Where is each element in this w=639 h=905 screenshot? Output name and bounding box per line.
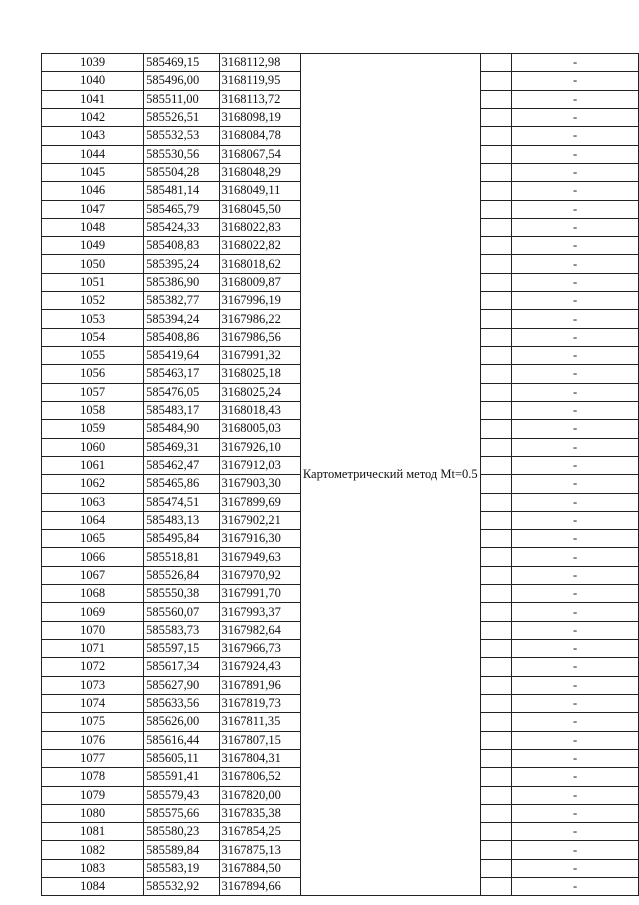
y-coordinate-cell: 3167819,73 [219,694,300,712]
x-coordinate-cell: 585589,84 [144,841,219,859]
x-coordinate-cell: 585465,79 [144,200,219,218]
note-cell: - [512,530,639,548]
y-coordinate-cell: 3167993,37 [219,603,300,621]
gap-cell [480,493,511,511]
point-number-cell: 1076 [42,731,144,749]
x-coordinate-cell: 585504,28 [144,163,219,181]
point-number-cell: 1062 [42,475,144,493]
x-coordinate-cell: 585530,56 [144,145,219,163]
x-coordinate-cell: 585424,33 [144,218,219,236]
x-coordinate-cell: 585483,17 [144,401,219,419]
y-coordinate-cell: 3167820,00 [219,786,300,804]
x-coordinate-cell: 585575,66 [144,804,219,822]
y-coordinate-cell: 3167982,64 [219,621,300,639]
note-cell: - [512,823,639,841]
point-number-cell: 1068 [42,585,144,603]
gap-cell [480,603,511,621]
y-coordinate-cell: 3167926,10 [219,438,300,456]
x-coordinate-cell: 585580,23 [144,823,219,841]
point-number-cell: 1082 [42,841,144,859]
x-coordinate-cell: 585465,86 [144,475,219,493]
note-cell: - [512,694,639,712]
x-coordinate-cell: 585382,77 [144,292,219,310]
y-coordinate-cell: 3167807,15 [219,731,300,749]
y-coordinate-cell: 3167894,66 [219,878,300,896]
point-number-cell: 1047 [42,200,144,218]
note-cell: - [512,585,639,603]
note-cell: - [512,383,639,401]
point-number-cell: 1064 [42,511,144,529]
gap-cell [480,420,511,438]
table-row [42,54,639,72]
x-coordinate-cell: 585627,90 [144,676,219,694]
y-coordinate-cell: 3167966,73 [219,640,300,658]
note-cell: - [512,182,639,200]
point-number-cell: 1071 [42,640,144,658]
x-coordinate-cell: 585591,41 [144,768,219,786]
point-number-cell: 1069 [42,603,144,621]
y-coordinate-cell: 3167806,52 [219,768,300,786]
note-cell: - [512,328,639,346]
y-coordinate-cell: 3168022,82 [219,237,300,255]
point-number-cell: 1078 [42,768,144,786]
note-cell: - [512,438,639,456]
gap-cell [480,347,511,365]
note-cell: - [512,603,639,621]
note-cell: - [512,511,639,529]
x-coordinate-cell: 585386,90 [144,273,219,291]
x-coordinate-cell: 585583,73 [144,621,219,639]
point-number-cell: 1044 [42,145,144,163]
note-cell: - [512,72,639,90]
note-cell: - [512,493,639,511]
note-cell: - [512,878,639,896]
point-number-cell: 1073 [42,676,144,694]
note-cell: - [512,475,639,493]
y-coordinate-cell: 3167986,56 [219,328,300,346]
y-coordinate-cell: 3168018,62 [219,255,300,273]
note-cell: - [512,347,639,365]
y-coordinate-cell: 3168025,18 [219,365,300,383]
y-coordinate-cell: 3167835,38 [219,804,300,822]
gap-cell [480,676,511,694]
x-coordinate-cell: 585605,11 [144,749,219,767]
gap-cell [480,90,511,108]
x-coordinate-cell: 585469,31 [144,438,219,456]
gap-cell [480,530,511,548]
point-number-cell: 1063 [42,493,144,511]
x-coordinate-cell: 585616,44 [144,731,219,749]
note-cell: - [512,713,639,731]
x-coordinate-cell: 585617,34 [144,658,219,676]
point-number-cell: 1059 [42,420,144,438]
x-coordinate-cell: 585419,64 [144,347,219,365]
y-coordinate-cell: 3167902,21 [219,511,300,529]
point-number-cell: 1042 [42,108,144,126]
x-coordinate-cell: 585526,51 [144,108,219,126]
x-coordinate-cell: 585583,19 [144,859,219,877]
y-coordinate-cell: 3167884,50 [219,859,300,877]
x-coordinate-cell: 585518,81 [144,548,219,566]
note-cell: - [512,108,639,126]
gap-cell [480,585,511,603]
note-cell: - [512,310,639,328]
gap-cell [480,54,511,72]
y-coordinate-cell: 3167903,30 [219,475,300,493]
gap-cell [480,841,511,859]
x-coordinate-cell: 585597,15 [144,640,219,658]
y-coordinate-cell: 3167991,70 [219,585,300,603]
note-cell: - [512,292,639,310]
y-coordinate-cell: 3167991,32 [219,347,300,365]
y-coordinate-cell: 3168005,03 [219,420,300,438]
x-coordinate-cell: 585408,83 [144,237,219,255]
point-number-cell: 1048 [42,218,144,236]
point-number-cell: 1060 [42,438,144,456]
x-coordinate-cell: 585550,38 [144,585,219,603]
point-number-cell: 1052 [42,292,144,310]
point-number-cell: 1083 [42,859,144,877]
gap-cell [480,127,511,145]
gap-cell [480,859,511,877]
x-coordinate-cell: 585633,56 [144,694,219,712]
note-cell: - [512,420,639,438]
y-coordinate-cell: 3168025,24 [219,383,300,401]
y-coordinate-cell: 3167986,22 [219,310,300,328]
y-coordinate-cell: 3167916,30 [219,530,300,548]
point-number-cell: 1072 [42,658,144,676]
x-coordinate-cell: 585532,53 [144,127,219,145]
gap-cell [480,163,511,181]
note-cell: - [512,127,639,145]
gap-cell [480,621,511,639]
point-number-cell: 1046 [42,182,144,200]
gap-cell [480,200,511,218]
y-coordinate-cell: 3167811,35 [219,713,300,731]
point-number-cell: 1051 [42,273,144,291]
gap-cell [480,438,511,456]
gap-cell [480,768,511,786]
y-coordinate-cell: 3168098,19 [219,108,300,126]
gap-cell [480,694,511,712]
gap-cell [480,878,511,896]
point-number-cell: 1070 [42,621,144,639]
point-number-cell: 1054 [42,328,144,346]
y-coordinate-cell: 3168048,29 [219,163,300,181]
gap-cell [480,658,511,676]
note-cell: - [512,218,639,236]
point-number-cell: 1041 [42,90,144,108]
note-cell: - [512,273,639,291]
point-number-cell: 1065 [42,530,144,548]
x-coordinate-cell: 585395,24 [144,255,219,273]
y-coordinate-cell: 3168113,72 [219,90,300,108]
gap-cell [480,786,511,804]
x-coordinate-cell: 585495,84 [144,530,219,548]
point-number-cell: 1081 [42,823,144,841]
point-number-cell: 1057 [42,383,144,401]
gap-cell [480,511,511,529]
gap-cell [480,804,511,822]
point-number-cell: 1080 [42,804,144,822]
point-number-cell: 1061 [42,456,144,474]
x-coordinate-cell: 585469,15 [144,54,219,72]
note-cell: - [512,566,639,584]
gap-cell [480,383,511,401]
gap-cell [480,731,511,749]
gap-cell [480,292,511,310]
y-coordinate-cell: 3167854,25 [219,823,300,841]
gap-cell [480,237,511,255]
gap-cell [480,72,511,90]
coordinates-table-body [42,54,639,896]
note-cell: - [512,804,639,822]
x-coordinate-cell: 585462,47 [144,456,219,474]
note-cell: - [512,640,639,658]
gap-cell [480,328,511,346]
note-cell: - [512,401,639,419]
note-cell: - [512,365,639,383]
x-coordinate-cell: 585511,00 [144,90,219,108]
note-cell: - [512,658,639,676]
note-cell: - [512,90,639,108]
x-coordinate-cell: 585496,00 [144,72,219,90]
x-coordinate-cell: 585476,05 [144,383,219,401]
gap-cell [480,749,511,767]
note-cell: - [512,841,639,859]
y-coordinate-cell: 3168045,50 [219,200,300,218]
x-coordinate-cell: 585560,07 [144,603,219,621]
y-coordinate-cell: 3168009,87 [219,273,300,291]
y-coordinate-cell: 3167875,13 [219,841,300,859]
note-cell: - [512,456,639,474]
y-coordinate-cell: 3168112,98 [219,54,300,72]
y-coordinate-cell: 3167912,03 [219,456,300,474]
note-cell: - [512,255,639,273]
x-coordinate-cell: 585481,14 [144,182,219,200]
point-number-cell: 1053 [42,310,144,328]
note-cell: - [512,237,639,255]
point-number-cell: 1058 [42,401,144,419]
note-cell: - [512,54,639,72]
x-coordinate-cell: 585463,17 [144,365,219,383]
point-number-cell: 1079 [42,786,144,804]
point-number-cell: 1066 [42,548,144,566]
note-cell: - [512,731,639,749]
x-coordinate-cell: 585484,90 [144,420,219,438]
y-coordinate-cell: 3168018,43 [219,401,300,419]
gap-cell [480,182,511,200]
gap-cell [480,823,511,841]
y-coordinate-cell: 3168049,11 [219,182,300,200]
note-cell: - [512,676,639,694]
y-coordinate-cell: 3167899,69 [219,493,300,511]
gap-cell [480,365,511,383]
gap-cell [480,401,511,419]
coordinates-table [41,53,639,896]
gap-cell [480,566,511,584]
gap-cell [480,713,511,731]
note-cell: - [512,749,639,767]
x-coordinate-cell: 585579,43 [144,786,219,804]
note-cell: - [512,786,639,804]
x-coordinate-cell: 585532,92 [144,878,219,896]
gap-cell [480,456,511,474]
point-number-cell: 1049 [42,237,144,255]
gap-cell [480,548,511,566]
point-number-cell: 1055 [42,347,144,365]
y-coordinate-cell: 3167924,43 [219,658,300,676]
y-coordinate-cell: 3167996,19 [219,292,300,310]
coordinates-sheet [41,53,639,896]
x-coordinate-cell: 585526,84 [144,566,219,584]
gap-cell [480,218,511,236]
point-number-cell: 1074 [42,694,144,712]
y-coordinate-cell: 3167949,63 [219,548,300,566]
y-coordinate-cell: 3168084,78 [219,127,300,145]
gap-cell [480,273,511,291]
y-coordinate-cell: 3167891,96 [219,676,300,694]
note-cell: - [512,163,639,181]
y-coordinate-cell: 3168022,83 [219,218,300,236]
note-cell: - [512,768,639,786]
y-coordinate-cell: 3168067,54 [219,145,300,163]
point-number-cell: 1043 [42,127,144,145]
point-number-cell: 1084 [42,878,144,896]
gap-cell [480,255,511,273]
note-cell: - [512,200,639,218]
point-number-cell: 1045 [42,163,144,181]
point-number-cell: 1056 [42,365,144,383]
point-number-cell: 1075 [42,713,144,731]
x-coordinate-cell: 585394,24 [144,310,219,328]
point-number-cell: 1039 [42,54,144,72]
note-cell: - [512,859,639,877]
note-cell: - [512,548,639,566]
y-coordinate-cell: 3167970,92 [219,566,300,584]
note-cell: - [512,145,639,163]
x-coordinate-cell: 585474,51 [144,493,219,511]
x-coordinate-cell: 585626,00 [144,713,219,731]
gap-cell [480,108,511,126]
gap-cell [480,475,511,493]
note-cell: - [512,621,639,639]
gap-cell [480,640,511,658]
gap-cell [480,310,511,328]
point-number-cell: 1067 [42,566,144,584]
x-coordinate-cell: 585483,13 [144,511,219,529]
gap-cell [480,145,511,163]
point-number-cell: 1077 [42,749,144,767]
point-number-cell: 1040 [42,72,144,90]
y-coordinate-cell: 3168119,95 [219,72,300,90]
x-coordinate-cell: 585408,86 [144,328,219,346]
y-coordinate-cell: 3167804,31 [219,749,300,767]
method-cell: Картометрический метод Mt=0.5 [300,54,480,896]
point-number-cell: 1050 [42,255,144,273]
